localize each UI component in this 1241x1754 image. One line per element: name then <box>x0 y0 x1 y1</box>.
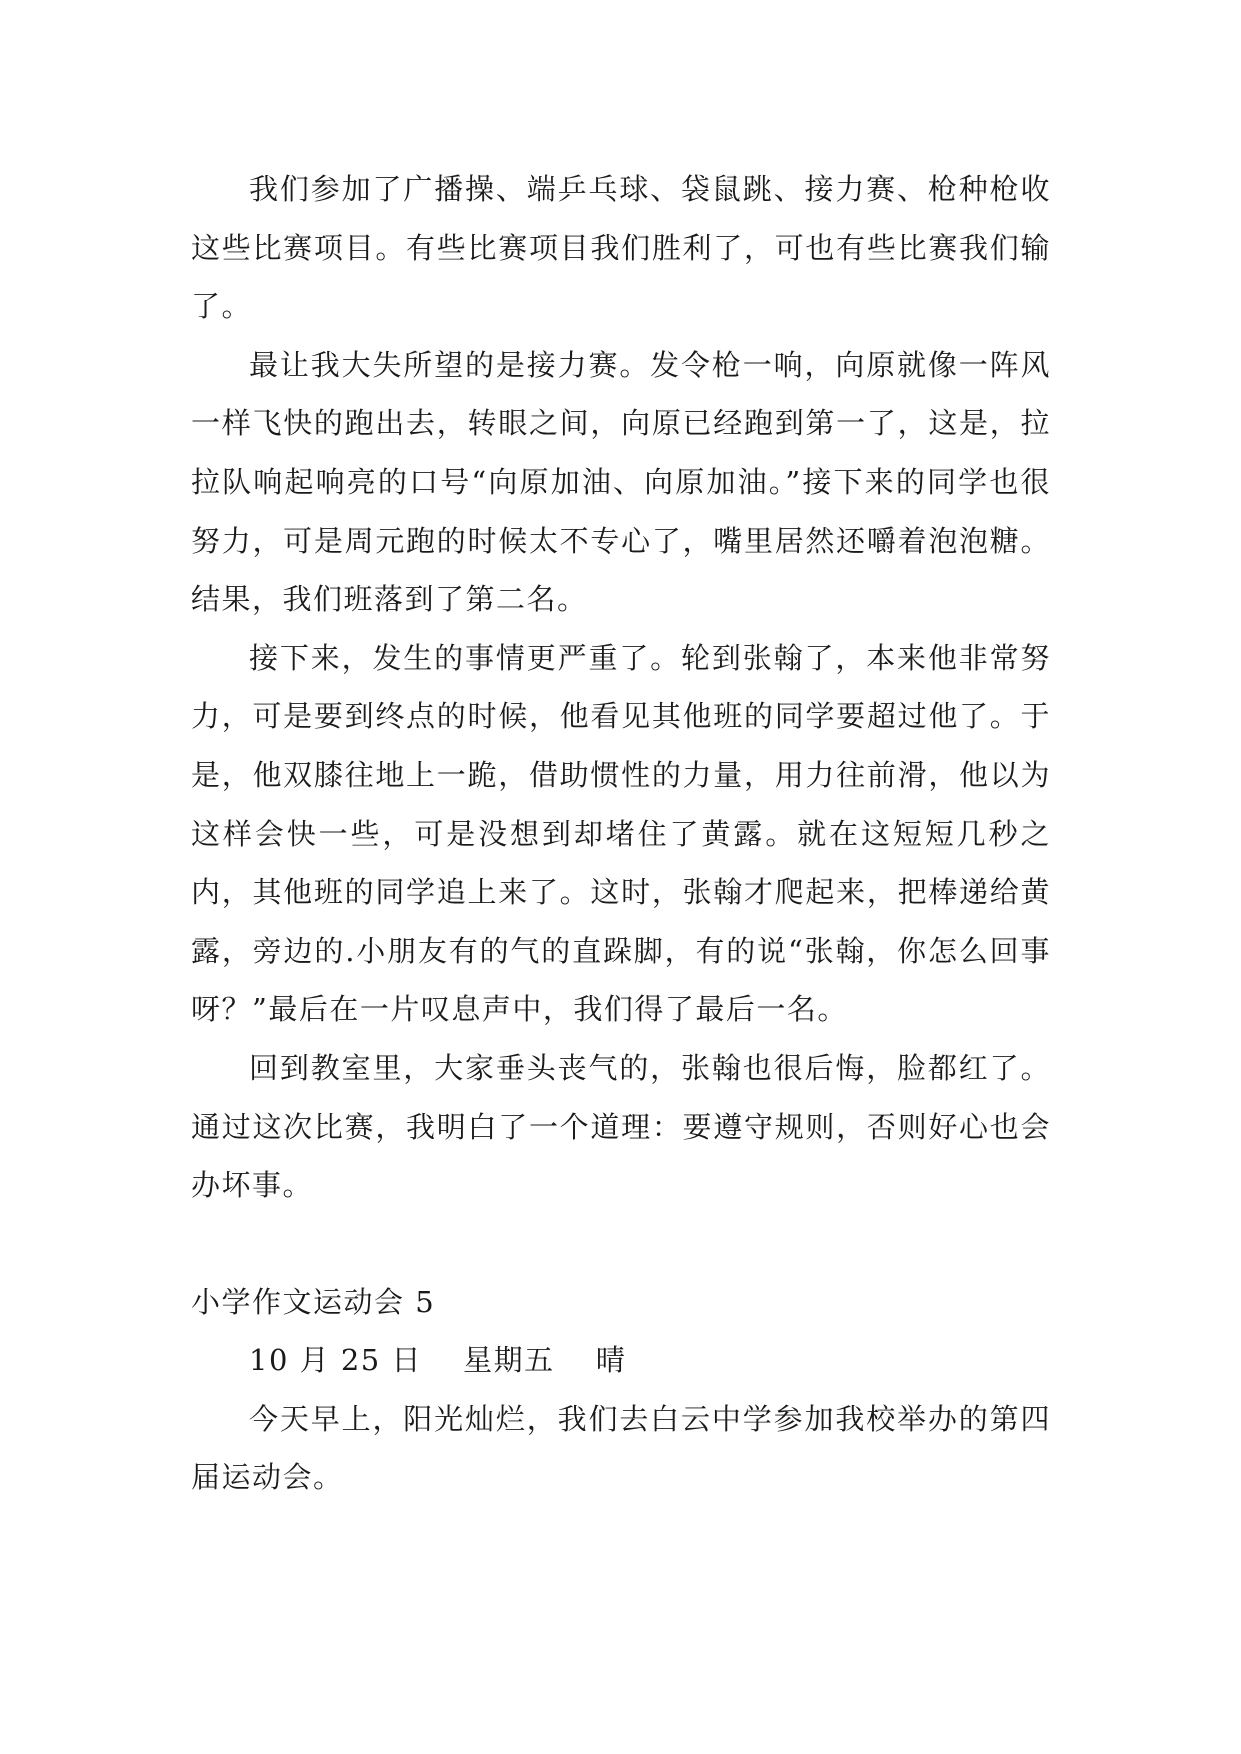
paragraph-morning: 今天早上，阳光灿烂，我们去白云中学参加我校举办的第四届运动会。 <box>191 1401 1051 1495</box>
document-body <box>191 160 1051 1507</box>
paragraph-lesson: 回到教室里，大家垂头丧气的，张翰也很后悔，脸都红了。通过这次比赛，我明白了一个道理：要遵守规则，否则好心也会办坏事。 <box>191 1050 1051 1203</box>
paragraph-events: 我们参加了广播操、端乒乓球、袋鼠跳、接力赛、枪种枪收这些比赛项目。有些比赛项目我们胜利了，可也有些比赛我们输了。 <box>191 172 1051 324</box>
paragraph-zhanghan: 接下来，发生的事情更严重了。轮到张翰了，本来他非常努力，可是要到终点的时候，他看见其他班的同学要超过他了。于是，他双膝往地上一跪，借助惯性的力量，用力往前滑，他以为这样会快一些，可是没想到却堵住了黄露。就在这短短几秒之内，其他班的同学追上来了。这时，张翰才爬起来，把棒递给黄露，旁边的.小朋友有的气的直跺脚，有的说“张翰，你怎么回事呀？”最后在一片叹息声中，我们得了最后一名。 <box>191 640 1051 1027</box>
paragraph-relay: 最让我大失所望的是接力赛。发令枪一响，向原就像一阵风一样飞快的跑出去，转眼之间，向原已经跑到第一了，这是，拉拉队响起响亮的口号“向原加油、向原加油。”接下来的同学也很努力，可是周元跑的时候太不专心了，嘴里居然还嚼着泡泡糖。结果，我们班落到了第二名。 <box>191 347 1051 617</box>
section-title: 小学作文运动会 5 <box>191 1284 436 1319</box>
date-line: 10 月 25 日 星期五 晴 <box>249 1343 627 1378</box>
